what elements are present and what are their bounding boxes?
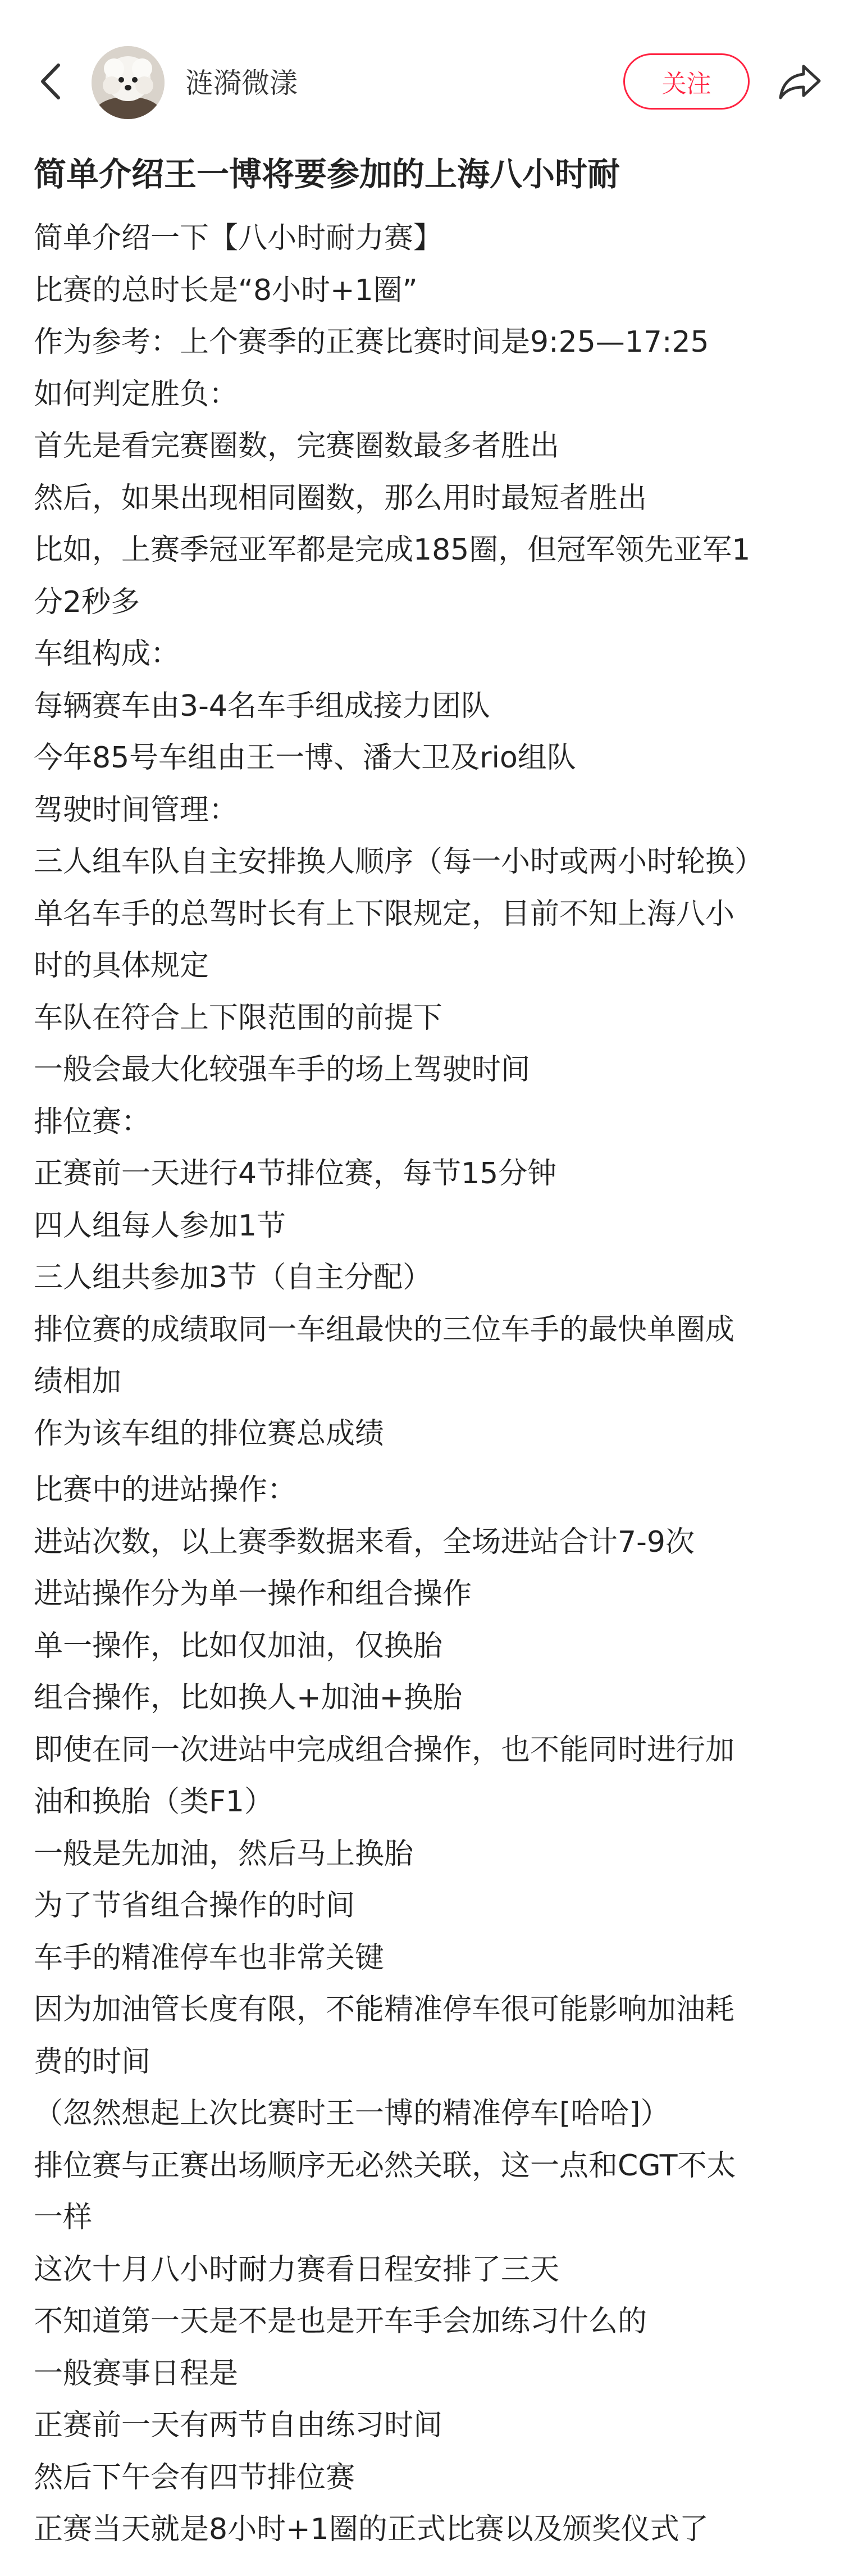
- body-line: 一般赛事日程是: [34, 2356, 239, 2391]
- back-button[interactable]: [31, 62, 70, 101]
- body-line: 油和换胎（类F1）: [34, 1785, 273, 1819]
- body-line: 车组构成：: [34, 637, 180, 671]
- body-line: 简单介绍一下【八小时耐力赛】: [34, 221, 443, 255]
- body-line: 车队在符合上下限范围的前提下: [34, 1001, 443, 1035]
- share-button[interactable]: [775, 59, 825, 104]
- share-arrow-icon: [778, 62, 823, 101]
- body-line: 为了节省组合操作的时间: [34, 1889, 355, 1923]
- body-line: 一般是先加油，然后马上换胎: [34, 1837, 414, 1871]
- body-line: 一样: [34, 2201, 93, 2234]
- body-line: 排位赛的成绩取同一车组最快的三位车手的最快单圈成: [34, 1312, 735, 1347]
- avatar[interactable]: [92, 46, 165, 119]
- body-line: 三人组车队自主安排换人顺序（每一小时或两小时轮换）: [34, 845, 764, 879]
- body-line: 比赛中的进站操作：: [34, 1473, 297, 1507]
- body-line: 单一操作，比如仅加油，仅换胎: [34, 1629, 443, 1663]
- body-line: 组合操作，比如换人+加油+换胎: [34, 1681, 463, 1715]
- body-line: 四人组每人参加1节: [34, 1209, 286, 1243]
- body-line: 正赛当天就是8小时+1圈的正式比赛以及颁奖仪式了: [34, 2513, 709, 2546]
- body-line: 作为该车组的排位赛总成绩: [34, 1416, 385, 1451]
- username[interactable]: 涟漪微漾: [185, 67, 298, 99]
- body-line: 费的时间: [34, 2045, 151, 2079]
- body-line: 然后下午会有四节排位赛: [34, 2460, 355, 2495]
- body-line: （忽然想起上次比赛时王一博的精准停车[哈哈]）: [34, 2097, 670, 2130]
- body-line: 正赛前一天进行4节排位赛，每节15分钟: [34, 1157, 557, 1191]
- body-line: 然后，如果出现相同圈数，那么用时最短者胜出: [34, 481, 647, 515]
- body-line: 分2秒多: [34, 585, 140, 619]
- body-line: 进站操作分为单一操作和组合操作: [34, 1577, 472, 1611]
- body-line: 单名车手的总驾时长有上下限规定，目前不知上海八小: [34, 897, 735, 931]
- follow-button[interactable]: 关注: [623, 53, 750, 110]
- body-line: 因为加油管长度有限，不能精准停车很可能影响加油耗: [34, 1993, 735, 2027]
- body-line: 即使在同一次进站中完成组合操作，也不能同时进行加: [34, 1733, 735, 1767]
- body-line: 时的具体规定: [34, 949, 209, 983]
- body-line: 三人组共参加3节（自主分配）: [34, 1261, 432, 1294]
- body-line: 正赛前一天有两节自由练习时间: [34, 2409, 443, 2442]
- back-arrow-icon: [38, 62, 63, 101]
- body-line: 比赛的总时长是“8小时+1圈”: [34, 273, 418, 307]
- post-title: 简单介绍王一博将要参加的上海八小时耐: [34, 155, 620, 193]
- body-line: 进站次数，以上赛季数据来看，全场进站合计7-9次: [34, 1525, 695, 1559]
- body-line: 绩相加: [34, 1365, 122, 1398]
- body-line: 作为参考：上个赛季的正赛比赛时间是9:25—17:25: [34, 325, 709, 359]
- paragraph-gap: [34, 1460, 831, 1464]
- body-line: 不知道第一天是不是也是开车手会加练习什么的: [34, 2305, 647, 2338]
- body-line: 排位赛：: [34, 1105, 151, 1139]
- body-line: 驾驶时间管理：: [34, 793, 239, 827]
- body-line: 一般会最大化较强车手的场上驾驶时间: [34, 1053, 531, 1087]
- body-line: 车手的精准停车也非常关键: [34, 1941, 385, 1975]
- body-line: 每辆赛车由3-4名车手组成接力团队: [34, 689, 490, 723]
- body-line: 如何判定胜负：: [34, 377, 239, 411]
- post-body: [34, 212, 831, 2556]
- body-line: 排位赛与正赛出场顺序无必然关联，这一点和CGT不太: [34, 2148, 736, 2183]
- body-line: 比如，上赛季冠亚军都是完成185圈，但冠军领先亚军1: [34, 533, 751, 567]
- body-line: 首先是看完赛圈数，完赛圈数最多者胜出: [34, 429, 560, 463]
- body-line: 今年85号车组由王一博、潘大卫及rio组队: [34, 741, 576, 775]
- post-header: [0, 0, 858, 163]
- body-line: 这次十月八小时耐力赛看日程安排了三天: [34, 2252, 560, 2287]
